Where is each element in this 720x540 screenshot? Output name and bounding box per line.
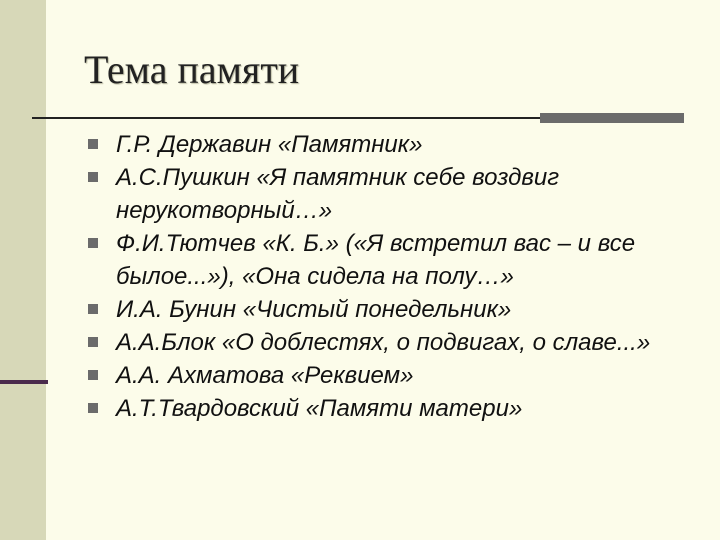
side-accent-bar bbox=[0, 380, 48, 384]
bullet-text: Ф.И.Тютчев «К. Б.» («Я встретил вас – и все былое...»), «Она сидела на полу…» bbox=[116, 230, 636, 290]
bullet-list bbox=[88, 128, 688, 425]
bullet-item bbox=[88, 326, 688, 359]
square-bullet-icon bbox=[88, 370, 98, 380]
bullet-text: А.С.Пушкин «Я памятник себе воздвиг нерукотворный…» bbox=[116, 164, 560, 224]
slide-title: Тема памяти bbox=[84, 47, 300, 92]
bullet-item bbox=[88, 161, 688, 227]
bullet-text: А.Т.Твардовский «Памяти матери» bbox=[116, 395, 523, 422]
side-band bbox=[0, 0, 46, 540]
square-bullet-icon bbox=[88, 172, 98, 182]
bullet-item bbox=[88, 128, 688, 161]
square-bullet-icon bbox=[88, 238, 98, 248]
bullet-item bbox=[88, 359, 688, 392]
bullet-item bbox=[88, 227, 688, 293]
bullet-item bbox=[88, 392, 688, 425]
title-underline-block bbox=[540, 113, 684, 123]
square-bullet-icon bbox=[88, 337, 98, 347]
bullet-text: А.А.Блок «О доблестях, о подвигах, о славе...» bbox=[116, 329, 651, 356]
bullet-text: И.А. Бунин «Чистый понедельник» bbox=[116, 296, 512, 323]
square-bullet-icon bbox=[88, 304, 98, 314]
bullet-item bbox=[88, 293, 688, 326]
bullet-text: А.А. Ахматова «Реквием» bbox=[116, 362, 414, 389]
square-bullet-icon bbox=[88, 139, 98, 149]
bullet-text: Г.Р. Державин «Памятник» bbox=[116, 131, 423, 158]
square-bullet-icon bbox=[88, 403, 98, 413]
